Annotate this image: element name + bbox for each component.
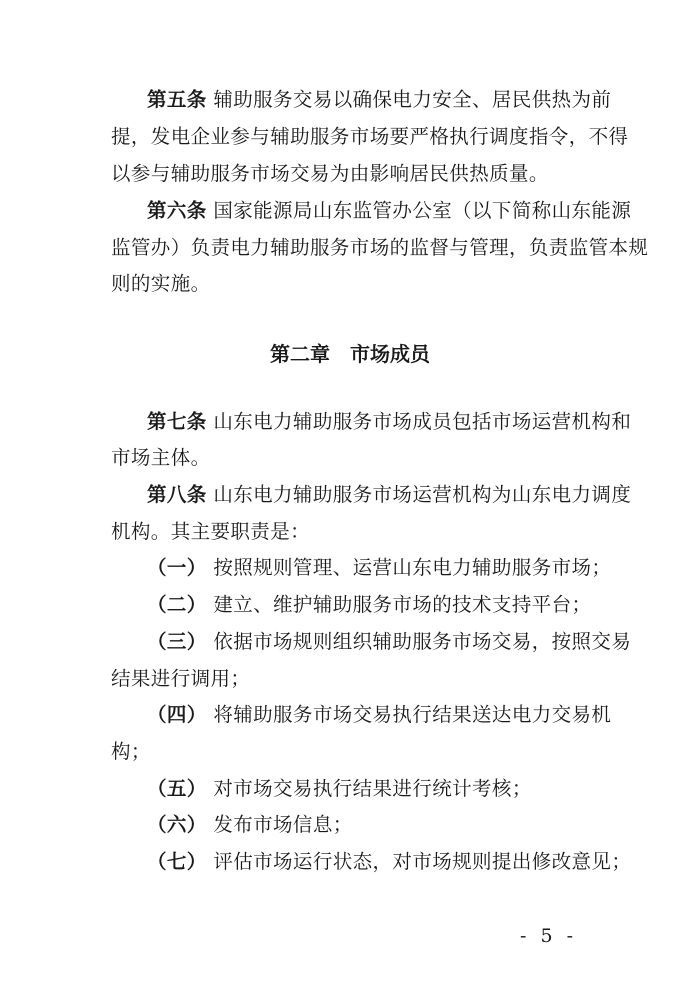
duty-number: （七） xyxy=(147,850,207,873)
duty-text: 将辅助服务市场交易执行结果送达电力交易机 xyxy=(213,703,612,726)
duty-text: 按照规则管理、运营山东电力辅助服务市场； xyxy=(213,556,612,579)
article-8-line-1 xyxy=(147,481,631,509)
duty-text: 评估市场运行状态，对市场规则提出修改意见； xyxy=(213,850,632,873)
duty-number: （一） xyxy=(147,556,207,579)
duty-item-3 xyxy=(147,628,631,656)
article-7-line-1 xyxy=(147,408,631,436)
duty-number: （四） xyxy=(147,703,207,726)
duty-text: 发布市场信息； xyxy=(213,813,353,836)
article-6-label: 第六条 xyxy=(147,199,207,222)
duty-item-4 xyxy=(147,701,611,729)
duty-item-1 xyxy=(147,554,611,582)
duty-item-4-cont: 构； xyxy=(111,740,151,763)
article-5-line-1 xyxy=(147,86,611,114)
article-6-line-2: 监管办）负责电力辅助服务市场的监督与管理，负责监管本规 xyxy=(111,236,649,259)
article-7-text-1: 山东电力辅助服务市场成员包括市场运营机构和 xyxy=(213,410,632,433)
article-7-line-2: 市场主体。 xyxy=(111,446,211,469)
duty-number: （五） xyxy=(147,777,207,800)
duty-item-5 xyxy=(147,775,532,803)
article-8-line-2: 机构。其主要职责是： xyxy=(111,520,311,543)
duty-item-7 xyxy=(147,848,631,876)
chapter-title: 市场成员 xyxy=(350,342,430,366)
chapter-number: 第二章 xyxy=(270,342,330,366)
duty-text: 建立、维护辅助服务市场的技术支持平台； xyxy=(213,593,592,616)
duty-number: （三） xyxy=(147,630,207,653)
article-8-text-1: 山东电力辅助服务市场运营机构为山东电力调度 xyxy=(213,483,632,506)
article-5-line-3: 以参与辅助服务市场交易为由影响居民供热质量。 xyxy=(111,162,549,185)
duty-item-2 xyxy=(147,591,591,619)
article-8-label: 第八条 xyxy=(147,483,207,506)
duty-item-6 xyxy=(147,811,353,839)
article-6-line-1 xyxy=(147,197,631,225)
duty-number: （二） xyxy=(147,593,207,616)
article-5-text-1: 辅助服务交易以确保电力安全、居民供热为前 xyxy=(213,88,612,111)
article-5-line-2: 提，发电企业参与辅助服务市场要严格执行调度指令，不得 xyxy=(111,125,629,148)
duty-number: （六） xyxy=(147,813,207,836)
article-7-label: 第七条 xyxy=(147,410,207,433)
duty-text: 对市场交易执行结果进行统计考核； xyxy=(213,777,532,800)
article-6-text-1: 国家能源局山东监管办公室（以下简称山东能源 xyxy=(213,199,632,222)
page-number: - 5 - xyxy=(520,925,578,947)
article-5-label: 第五条 xyxy=(147,88,207,111)
duty-text: 依据市场规则组织辅助服务市场交易，按照交易 xyxy=(213,630,632,653)
article-6-line-3: 则的实施。 xyxy=(111,272,211,295)
chapter-heading xyxy=(0,340,700,368)
duty-item-3-cont: 结果进行调用； xyxy=(111,667,251,690)
